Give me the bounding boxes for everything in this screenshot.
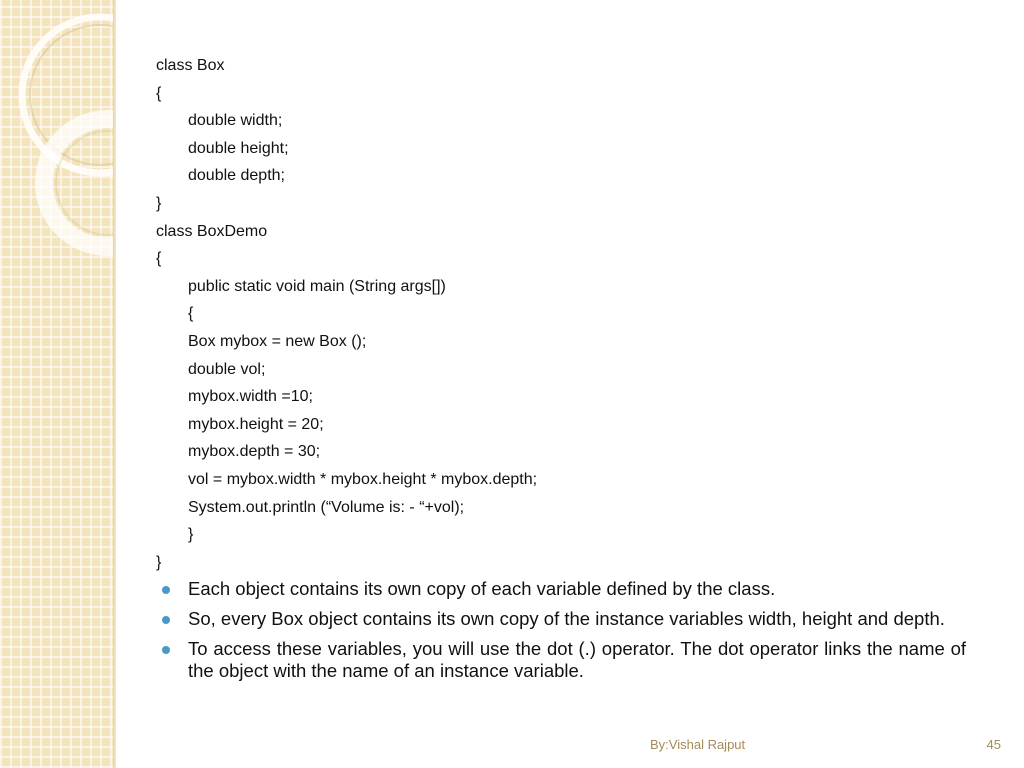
bullet-dot-icon	[162, 646, 170, 654]
code-line: mybox.width =10;	[188, 388, 313, 406]
code-line: {	[188, 305, 194, 323]
code-line: double height;	[188, 139, 289, 157]
code-line: {	[156, 84, 162, 102]
bullet-dot-icon	[162, 586, 170, 594]
code-line: mybox.depth = 30;	[188, 443, 321, 461]
bullet-text: To access these variables, you will use the dot (.) operator. The dot operator links the name of the object with the name of an instance variable.	[188, 638, 966, 681]
footer-author: By:Vishal Rajput	[650, 737, 746, 752]
code-line: double width;	[188, 112, 283, 130]
code-line: }	[188, 526, 194, 544]
bullet-text: Each object contains its own copy of each variable defined by the class.	[188, 578, 776, 599]
code-line: vol = mybox.width * mybox.height * mybox.depth;	[188, 470, 538, 488]
bullet-item	[162, 608, 966, 630]
bullet-list	[162, 578, 966, 690]
code-line: class Box	[156, 57, 225, 74]
bullet-item	[162, 578, 966, 600]
code-line: double vol;	[188, 360, 266, 378]
code-line: }	[156, 553, 162, 571]
bullet-item	[162, 638, 966, 682]
bullet-dot-icon	[162, 616, 170, 624]
code-line: System.out.println (“Volume is: - “+vol);	[188, 498, 465, 516]
code-line: public static void main (String args[])	[188, 277, 446, 295]
code-line: }	[156, 194, 162, 212]
code-block	[156, 52, 976, 576]
code-line: Box mybox = new Box ();	[188, 332, 367, 350]
side-band-edge	[113, 0, 116, 768]
code-line: mybox.height = 20;	[188, 415, 324, 433]
code-line: double depth;	[188, 167, 285, 185]
decorative-side-band	[0, 0, 113, 768]
decorative-rings	[0, 0, 113, 768]
bullet-text: So, every Box object contains its own copy of the instance variables width, height and depth.	[188, 608, 945, 629]
code-line: {	[156, 250, 162, 268]
code-line: class BoxDemo	[156, 222, 268, 240]
slide-number: 45	[986, 737, 1001, 752]
